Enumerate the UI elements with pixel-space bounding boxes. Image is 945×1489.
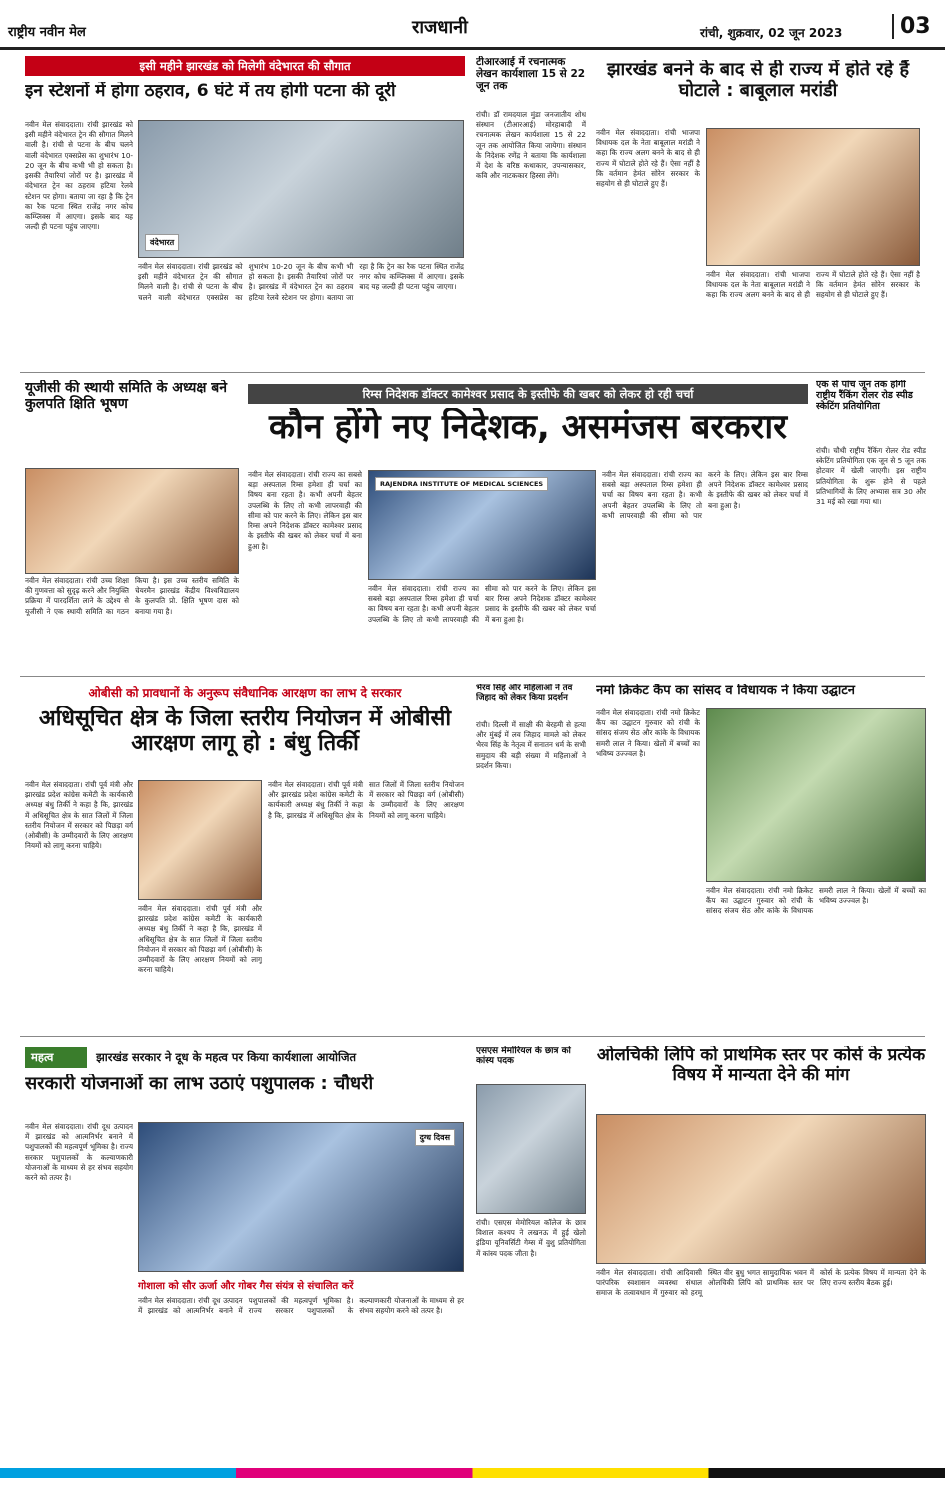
kicker-obc: ओबीसी को प्रावधानों के अनुरूप संवैधानिक आरक्षण का लाभ दे सरकार [88, 686, 402, 700]
photo-caption: वंदेभारत [145, 234, 179, 251]
headline-cricket: नमो क्रिकेट कैंप का सांसद व विधायक ने किया उद्घाटन [596, 684, 855, 698]
kicker: इसी महीने झारखंड को मिलेगी वंदेभारत की सौगात [25, 56, 465, 76]
divider [20, 1036, 925, 1037]
body-tirkey: नवीन मेल संवाददाता। रांची पूर्व मंत्री और झारखंड प्रदेश कांग्रेस कमेटी के कार्यकारी अध्यक्ष बंधु तिर्की ने कहा है कि, झारखंड में अधिसूचित क्षेत्र के सात जिलों में जिला स्तरीय नियोजन में सरकार को पिछड़ा वर्ग (ओबीसी) के उम्मीदवारों के लिए आरक्षण नियमों को लागू करना चाहिये। [25, 780, 133, 851]
rims-building-photo [368, 470, 596, 580]
body-ugc: नवीन मेल संवाददाता। रांची उच्च शिक्षा की गुणवत्ता को सुदृढ़ करने और नियुक्ति प्रक्रिया में पारदर्शिता लाने के उद्देश्य से यूजीसी ने एक स्थायी समिति का गठन किया है। इस उच्च स्तरीय समिति के चेयरमैन झारखंड केंद्रीय विश्वविद्यालय के कुलपति प्रो. क्षिति भूषण दास को बनाया गया है। [25, 576, 239, 616]
body-olchiki: नवीन मेल संवाददाता। रांची आदिवासी पारंपरिक स्वशासन व्यवस्था संथाल समाज के तत्वावधान में गुरुवार को हरमू स्थित वीर बुधु भगत सामुदायिक भवन में ओलचिकी लिपि को प्राथमिक स्तर पर कोर्स के प्रत्येक विषय में मान्यता देने के लिए राज्य स्तरीय बैठक हुई। [596, 1268, 926, 1298]
kicker-milk: झारखंड सरकार ने दूध के महत्व पर किया कार्यशाला आयोजित [96, 1050, 357, 1064]
tirkey-photo [138, 780, 262, 900]
headline-olchiki: ओलचिकी लिपि को प्राथमिक स्तर पर कोर्स के प्रत्येक विषय में मान्यता देने की मांग [596, 1046, 926, 1085]
headline-rims: कौन होंगे नए निदेशक, असमंजस बरकरार [268, 408, 788, 447]
kicker-tag: महत्व [25, 1047, 87, 1068]
subhead-milk: गोशाला को सौर ऊर्जा और गोबर गैस संयंत्र से संचालित करें [138, 1281, 354, 1292]
print-color-bar [0, 1468, 945, 1478]
headline-marandi: झारखंड बनने के बाद से ही राज्य में होते रहे हैं घोटाले : बाबूलाल मरांडी [606, 60, 910, 101]
body-rims-b: नवीन मेल संवाददाता। रांची राज्य का सबसे बड़ा अस्पताल रिम्स हमेशा ही चर्चा का विषय बना रहता है। कभी अपनी बेहतर उपलब्धि के लिए तो कभी लापरवाही की सीमा को पार करने के लिए। लेकिन इस बार रिम्स अपने निदेशक डॉक्टर कामेश्वर प्रसाद के इस्तीफे की खबर को लेकर चर्चा में बना हुआ है। [602, 470, 808, 520]
section-title: राजधानी [412, 17, 468, 38]
ugc-photo [25, 468, 239, 574]
body-tri: रांची। डॉ रामदयाल मुंडा जनजातीय शोध संस्थान (टीआरआई) मोरहाबादी में रचनात्मक लेखन कार्यशाला 15 से 22 जून तक आयोजित किया जायेगा। संस्थान के निदेशक रणेंद्र ने बताया कि कार्यशाला में देश के वरिष्ठ कथाकार, उपन्यासकार, कवि और नाटककार हिस्सा लेंगे। [476, 110, 586, 181]
headline-vandebharat: इन स्टेशनों में होगा ठहराव, 6 घंटे में तय होगी पटना की दूरी [25, 82, 396, 101]
kicker-milk-band [25, 1046, 465, 1068]
olchiki-meeting-photo [596, 1114, 926, 1264]
kicker-rims: रिम्स निदेशक डॉक्टर कामेश्वर प्रसाद के इस्तीफे की खबर को लेकर हो रही चर्चा [248, 384, 808, 404]
headline-tirkey: अधिसूचित क्षेत्र के जिला स्तरीय नियोजन में ओबीसी आरक्षण लागू हो : बंधु तिर्की [38, 706, 452, 757]
body-tirkey-c: नवीन मेल संवाददाता। रांची पूर्व मंत्री और झारखंड प्रदेश कांग्रेस कमेटी के कार्यकारी अध्यक्ष बंधु तिर्की ने कहा है कि, झारखंड में अधिसूचित क्षेत्र के सात जिलों में जिला स्तरीय नियोजन में सरकार को पिछड़ा वर्ग (ओबीसी) के उम्मीदवारों के लिए आरक्षण नियमों को लागू करना चाहिये। [268, 780, 464, 820]
body-marandi-cont: नवीन मेल संवाददाता। रांची भाजपा विधायक दल के नेता बाबूलाल मरांडी ने कहा कि राज्य अलग बनने के बाद से ही राज्य में घोटाले होते रहे हैं। ऐसा नहीं है कि वर्तमान हेमंत सोरेन सरकार के सहयोग से ही घोटाले हुए हैं। [706, 270, 920, 300]
body-bhairav: रांची। दिल्ली में साक्षी की बेरहमी से हत्या और मुंबई में लव जिहाद मामले को लेकर भैरव सिंह के नेतृत्व में सनातन धर्म के सभी समुदाय की बड़ी संख्या में महिलाओं ने प्रदर्शन किया। [476, 720, 586, 770]
headline-milk: सरकारी योजनाओं का लाभ उठाएं पशुपालक : चौधरी [25, 1074, 374, 1094]
memorial-photo [476, 1084, 586, 1214]
issue-date: रांची, शुक्रवार, 02 जून 2023 [700, 26, 843, 40]
body-cricket-b: नवीन मेल संवाददाता। रांची नमो क्रिकेट कैंप का उद्घाटन गुरुवार को रांची के सांसद संजय सेठ और कांके के विधायक समरी लाल ने किया। खेलों में बच्चों का भविष्य उज्ज्वल है। [706, 886, 926, 916]
body-tirkey-b: नवीन मेल संवाददाता। रांची पूर्व मंत्री और झारखंड प्रदेश कांग्रेस कमेटी के कार्यकारी अध्यक्ष बंधु तिर्की ने कहा है कि, झारखंड में अधिसूचित क्षेत्र के सात जिलों में जिला स्तरीय नियोजन में सरकार को पिछड़ा वर्ग (ओबीसी) के उम्मीदवारों के लिए आरक्षण नियमों को लागू करना चाहिये। [138, 904, 262, 975]
train-photo [138, 120, 464, 258]
masthead [0, 0, 945, 50]
page-number: 03 [892, 14, 931, 39]
rims-signboard: RAJENDRA INSTITUTE OF MEDICAL SCIENCES [375, 477, 548, 491]
story-tri [476, 56, 586, 106]
body-marandi: नवीन मेल संवाददाता। रांची भाजपा विधायक दल के नेता बाबूलाल मरांडी ने कहा कि राज्य अलग बनने के बाद से ही राज्य में घोटाले होते रहे हैं। ऐसा नहीं है कि वर्तमान हेमंत सोरेन सरकार के सहयोग से ही घोटाले हुए हैं। [596, 128, 700, 189]
headline-tri: टीआरआई में रचनात्मक लेखन कार्यशाला 15 से 22 जून तक [476, 56, 586, 93]
headline-bhairav: भैरव सिंह और महिलाओं ने तव जिहाद को लेकर किया प्रदर्शन [476, 684, 573, 703]
story-vandebharat-kicker [25, 56, 465, 76]
body-milk: नवीन मेल संवाददाता। रांची दूध उत्पादन में झारखंड को आत्मनिर्भर बनाने में पशुपालकों की महत्वपूर्ण भूमिका है। राज्य सरकार पशुपालकों के कल्याणकारी योजनाओं के माध्यम से हर संभव सहयोग करने को तत्पर है। [25, 1122, 133, 1183]
marandi-photo [706, 128, 920, 266]
body-skating: रांची। चौथी राष्ट्रीय रैंकिंग रोलर रोड स्पीड स्केटिंग प्रतियोगिता एक जून से 5 जून तक होटवार में खेली जाएगी। इस राष्ट्रीय प्रतियोगिता के शुरू होने से पहले प्रतिभागियों के लिए अभ्यास सत्र 30 और 31 मई को रखा गया था। [816, 446, 926, 507]
body-vandebharat-cont: नवीन मेल संवाददाता। रांची झारखंड को इसी महीने वंदेभारत ट्रेन की सौगात मिलने वाली है। रांची से पटना के बीच चलने वाली वंदेभारत एक्सप्रेस का शुभारंभ 10-20 जून के बीच कभी भी हो सकता है। इसकी तैयारियां जोरों पर है। झारखंड में वंदेभारत ट्रेन का ठहराव हटिया रेलवे स्टेशन पर होगा। बताया जा रहा है कि ट्रेन का रैक पटना स्थित राजेंद्र नगर कोच कम्प्लिक्स में आएगा। इसके बाद यह जल्दी ही पटना पहुंच जाएगा। [138, 262, 464, 302]
banner-text: दुग्ध दिवस [415, 1129, 455, 1146]
body-memorial: रांची। एसएस मेमोरियल कॉलेज के छात्र विशाल कश्यप ने लखनऊ में हुई खेलो इंडिया यूनिवर्सिटी गेम्स में वुशु प्रतियोगिता में कांस्य पदक जीता है। [476, 1218, 586, 1258]
headline-skating: एक से पांच जून तक होगी राष्ट्रीय रैंकिंग रोलर रोड स्पीड स्केटिंग प्रतियोगिता [816, 380, 913, 412]
headline-memorial: एसएस मेमोरियल के छात्र को कांस्य पदक [476, 1046, 571, 1067]
body-rims-a: नवीन मेल संवाददाता। रांची राज्य का सबसे बड़ा अस्पताल रिम्स हमेशा ही चर्चा का विषय बना रहता है। कभी अपनी बेहतर उपलब्धि के लिए तो कभी लापरवाही की सीमा को पार करने के लिए। लेकिन इस बार रिम्स अपने निदेशक डॉक्टर कामेश्वर प्रसाद के इस्तीफे की खबर को लेकर चर्चा में बना हुआ है। [368, 584, 596, 624]
divider [20, 676, 925, 677]
body-cricket: नवीन मेल संवाददाता। रांची नमो क्रिकेट कैंप का उद्घाटन गुरुवार को रांची के सांसद संजय सेठ और कांके के विधायक समरी लाल ने किया। खेलों में बच्चों का भविष्य उज्ज्वल है। [596, 708, 700, 758]
milk-event-photo [138, 1122, 464, 1272]
body-milk-b: नवीन मेल संवाददाता। रांची दूध उत्पादन में झारखंड को आत्मनिर्भर बनाने में पशुपालकों की महत्वपूर्ण भूमिका है। राज्य सरकार पशुपालकों के कल्याणकारी योजनाओं के माध्यम से हर संभव सहयोग करने को तत्पर है। [138, 1296, 464, 1316]
body-rims: नवीन मेल संवाददाता। रांची राज्य का सबसे बड़ा अस्पताल रिम्स हमेशा ही चर्चा का विषय बना रहता है। कभी अपनी बेहतर उपलब्धि के लिए तो कभी लापरवाही की सीमा को पार करने के लिए। लेकिन इस बार रिम्स अपने निदेशक डॉक्टर कामेश्वर प्रसाद के इस्तीफे की खबर को लेकर चर्चा में बना हुआ है। [248, 470, 362, 551]
divider [20, 372, 925, 373]
cricket-photo [706, 708, 926, 882]
newspaper-brand: राष्ट्रीय नवीन मेल [8, 25, 86, 40]
body-vandebharat: नवीन मेल संवाददाता। रांची झारखंड को इसी महीने वंदेभारत ट्रेन की सौगात मिलने वाली है। रांची से पटना के बीच चलने वाली वंदेभारत एक्सप्रेस का शुभारंभ 10-20 जून के बीच कभी भी हो सकता है। इसकी तैयारियां जोरों पर है। झारखंड में वंदेभारत ट्रेन का ठहराव हटिया रेलवे स्टेशन पर होगा। बताया जा रहा है कि ट्रेन का रैक पटना स्थित राजेंद्र नगर कोच कम्प्लिक्स में आएगा। इसके बाद यह जल्दी ही पटना पहुंच जाएगा। [25, 120, 133, 232]
headline-ugc: यूजीसी की स्थायी समिति के अध्यक्ष बने कुलपति क्षिति भूषण [25, 380, 228, 413]
